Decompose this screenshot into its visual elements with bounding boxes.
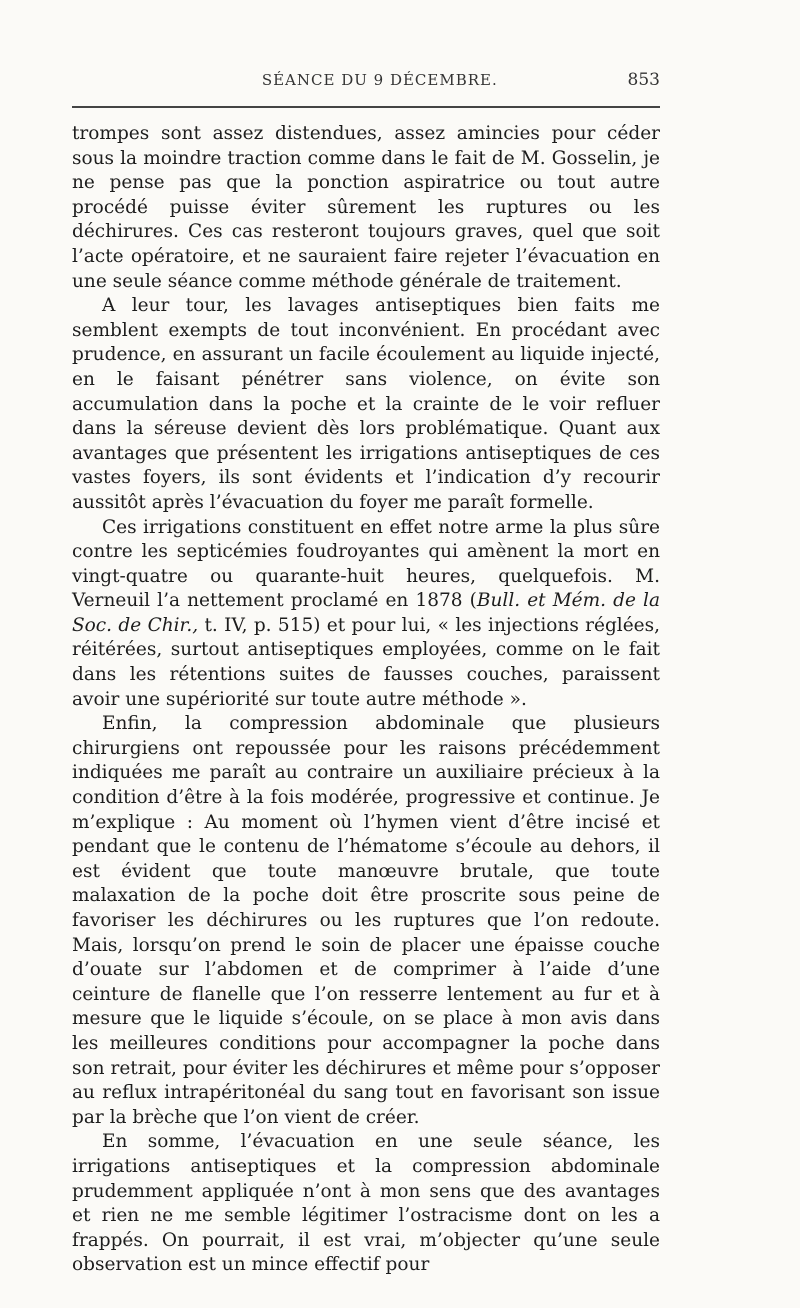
paragraph-5: En somme, l’évacuation en une seule séance, les irrigations antiseptiques et la compression abdominale prudemment appliquée n’ont à mon sens que des avantages et rien ne me semble légitimer l’ostracisme dont on les a frappés. On pourrait, il est vrai, m’objecter qu’une seule observation est un mince effectif pour [72,1131,660,1276]
paragraph-3-text-b: t. IV, p. 515) et pour lui, « les injections réglées, réitérées, surtout antiseptiques employées, comme on le fait dans les rétentions suites de fausses couches, paraissent avoir une supériorité sur toute autre méthode ». [72,614,660,710]
running-head-title: SÉANCE DU 9 DÉCEMBRE. [261,71,498,89]
paragraph-1: trompes sont assez distendues, assez amincies pour céder sous la moindre traction comme dans le fait de M. Gosselin, je ne pense pas que la ponction aspiratrice ou tout autre procédé puisse éviter sûrement les ruptures ou les déchirures. Ces cas resteront toujours graves, quel que soit l’acte opératoire, et ne sauraient faire rejeter l’évacuation en une seule séance comme méthode générale de traitement. [72,123,660,292]
page-number: 853 [627,70,660,90]
paragraph-4: Enfin, la compression abdominale que plusieurs chirurgiens ont repoussée pour les raisons précédemment indiquées me paraît au contraire un auxiliaire précieux à la condition d’être à la fois modérée, progressive et continue. Je m’explique : Au moment où l’hymen vient d’être incisé et pendant que le contenu de l’hématome s’écoule au dehors, il est évident que toute manœuvre brutale, que toute malaxation de la poche doit être proscrite sous peine de favoriser les déchirures ou les ruptures que l’on redoute. Mais, lorsqu’on prend le soin de placer une épaisse couche d’ouate sur l’abdomen et de comprimer à l’aide d’une ceinture de flanelle que l’on resserre lentement au fur et à mesure que le liquide s’écoule, on se place à mon avis dans les meilleures conditions pour accompagner la poche dans son retrait, pour éviter les déchirures et même pour s’opposer au reflux intrapéritonéal du sang tout en favorisant son issue par la brèche que l’on vient de créer. [72,713,660,1128]
paragraph-3 [72,516,660,713]
citation-journal: Bull. et Mém. de la Soc. de Chir., [72,590,661,636]
header-rule [72,106,660,108]
paragraph-3-text-a: Ces irrigations constituent en effet notre arme la plus sûre contre les septicémies foudroyantes qui amènent la mort en vingt-quatre ou quarante-huit heures, quelquefois. M. Verneuil l’a nettement proclamé en 1878 ( [72,516,660,612]
paragraph-2: A leur tour, les lavages antiseptiques bien faits me semblent exempts de tout inconvénient. En procédant avec prudence, en assurant un facile écoulement au liquide injecté, en le faisant pénétrer sans violence, on évite son accumulation dans la poche et la crainte de le voir refluer dans la séreuse devient dès lors problématique. Quant aux avantages que présentent les irrigations antiseptiques de ces vastes foyers, ils sont évidents et l’indication d’y recourir aussitôt après l’évacuation du foyer me paraît formelle. [72,295,660,513]
body-text [72,122,660,1278]
running-head [72,70,660,96]
